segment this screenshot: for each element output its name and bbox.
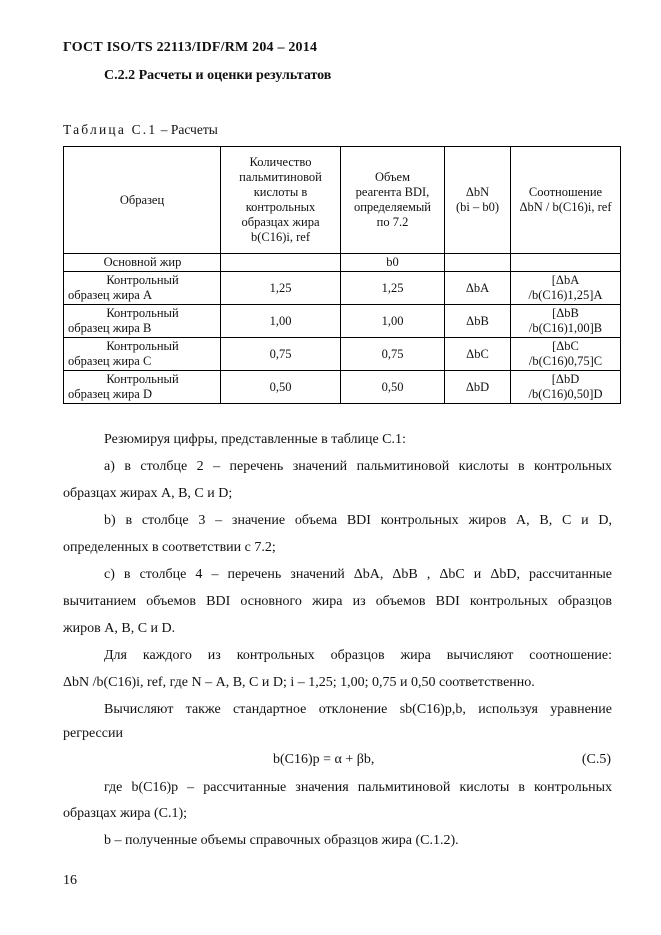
cell-bdi: 0,75 <box>341 338 445 371</box>
header-palmitic: Количество пальмитиновой кислоты в контрольных образцах жира b(C16)i, ref <box>221 147 341 254</box>
table-row <box>64 305 621 338</box>
cell-bdi: 1,00 <box>341 305 445 338</box>
paragraph-c-line3: жиров А, В, С и D. <box>63 621 176 636</box>
cell-ratio <box>511 254 621 272</box>
cell-palmitic: 1,25 <box>221 272 341 305</box>
cell-palmitic: 0,75 <box>221 338 341 371</box>
cell-sample: Контрольный образец жира С <box>64 338 221 371</box>
paragraph-a-line1: а) в столбце 2 – перечень значений пальмитиновой кислоты в контрольных <box>104 459 612 474</box>
header-delta: ΔbN (bi – b0) <box>445 147 511 254</box>
standard-header: ГОСТ ISO/TS 22113/IDF/RM 204 – 2014 <box>63 40 318 55</box>
table-row <box>64 371 621 404</box>
paragraph-ratio-line2: ΔbN /b(C16)i, ref, где N – А, В, С и D; i – 1,25; 1,00; 0,75 и 0,50 соответственно. <box>63 675 535 690</box>
header-ratio: Соотношение ΔbN / b(C16)i, ref <box>511 147 621 254</box>
cell-ratio: [ΔbC /b(C16)0,75]C <box>511 338 621 371</box>
cell-delta <box>445 254 511 272</box>
paragraph-b-line2: определенных в соответствии с 7.2; <box>63 540 276 555</box>
cell-sample: Контрольный образец жира D <box>64 371 221 404</box>
cell-delta: ΔbB <box>445 305 511 338</box>
table-caption-label: Таблица С.1 <box>63 122 158 137</box>
cell-ratio: [ΔbA /b(C16)1,25]A <box>511 272 621 305</box>
paragraph-a-line2: образцах жирах А, В, С и D; <box>63 486 233 501</box>
paragraph-c-line2: вычитанием объемов BDI основного жира из объемов BDI контрольных образцов <box>63 594 612 609</box>
table-caption-text: – Расчеты <box>157 122 218 137</box>
palmitic-symbol: b(C16)i, ref <box>250 230 310 244</box>
table-row <box>64 254 621 272</box>
table-row <box>64 272 621 305</box>
table-row <box>64 338 621 371</box>
cell-sample: Контрольный образец жира А <box>64 272 221 305</box>
header-bdi: Объем реагента BDI, определяемый по 7.2 <box>341 147 445 254</box>
cell-palmitic: 0,50 <box>221 371 341 404</box>
table-header-row <box>64 147 621 254</box>
table-caption <box>63 122 218 138</box>
cell-delta: ΔbC <box>445 338 511 371</box>
cell-bdi: 0,50 <box>341 371 445 404</box>
header-sample: Образец <box>64 147 221 254</box>
equation-number: (С.5) <box>581 752 611 767</box>
paragraph-deviation-line1: Вычисляют также стандартное отклонение sb(C16)p,b, используя уравнение <box>104 702 612 717</box>
cell-sample: Контрольный образец жира В <box>64 305 221 338</box>
cell-palmitic: 1,00 <box>221 305 341 338</box>
paragraph-c-line1: c) в столбце 4 – перечень значений ΔbA, ΔbB , ΔbC и ΔbD, рассчитанные <box>104 567 612 582</box>
paragraph-where-line2: образцах жира (С.1); <box>63 806 188 821</box>
cell-bdi: b0 <box>341 254 445 272</box>
cell-delta: ΔbD <box>445 371 511 404</box>
cell-bdi: 1,25 <box>341 272 445 305</box>
paragraph-summary: Резюмируя цифры, представленные в таблице С.1: <box>104 432 406 447</box>
page-number: 16 <box>63 873 77 888</box>
cell-delta: ΔbA <box>445 272 511 305</box>
paragraph-b-line1: b) в столбце 3 – значение объема BDI контрольных жиров А, В, С и D, <box>104 513 612 528</box>
cell-ratio: [ΔbD /b(C16)0,50]D <box>511 371 621 404</box>
section-title: С.2.2 Расчеты и оценки результатов <box>104 68 332 83</box>
cell-palmitic <box>221 254 341 272</box>
cell-ratio: [ΔbB /b(C16)1,00]B <box>511 305 621 338</box>
paragraph-b-definition: b – полученные объемы справочных образцов жира (С.1.2). <box>104 833 459 848</box>
paragraph-deviation-line2: регрессии <box>63 726 123 741</box>
equation-formula: b(C16)p = α + βb, <box>273 752 375 767</box>
cell-sample: Основной жир <box>64 254 221 272</box>
paragraph-ratio-line1: Для каждого из контрольных образцов жира вычисляют соотношение: <box>104 648 612 663</box>
paragraph-where-line1: где b(C16)p – рассчитанные значения пальмитиновой кислоты в контрольных <box>104 780 612 795</box>
calculation-table <box>63 146 621 404</box>
